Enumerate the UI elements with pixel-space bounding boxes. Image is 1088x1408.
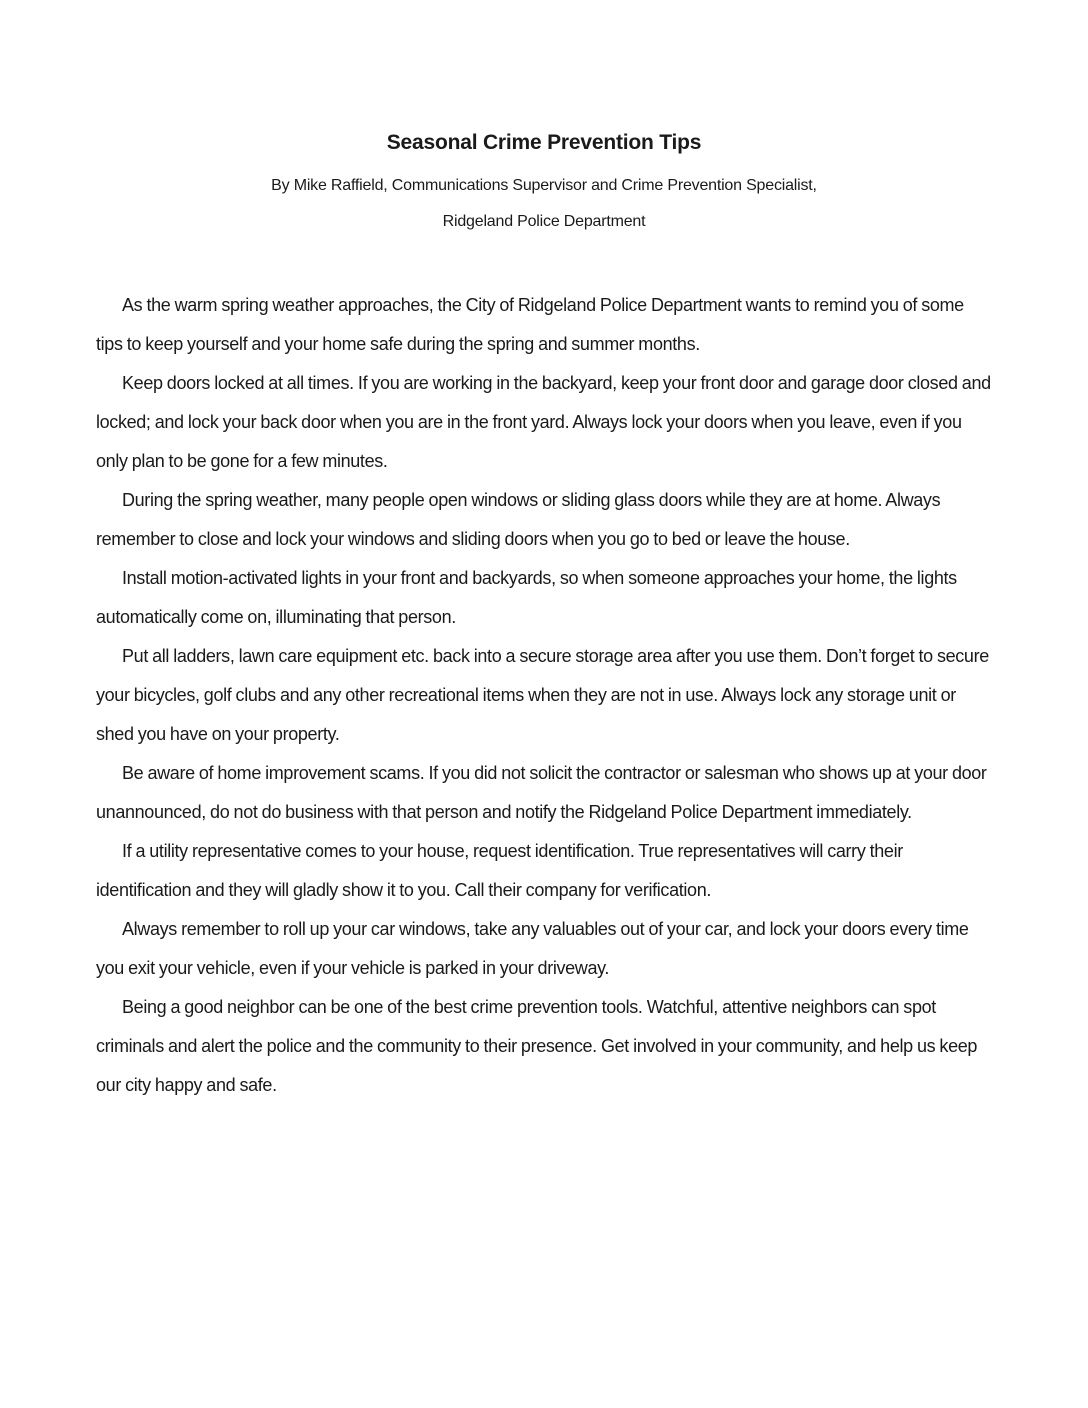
byline-author: By Mike Raffield, Communications Supervisor and Crime Prevention Specialist, [271, 177, 817, 194]
byline-department: Ridgeland Police Department [442, 213, 646, 230]
paragraph-windows: During the spring weather, many people open windows or sliding glass doors while they are at home. Always remember to close and lock your windows and sliding doors when you go to bed or leave the house. [96, 490, 941, 549]
paragraph-motion-lights: Install motion-activated lights in your front and backyards, so when someone approaches your home, the lights automatically come on, illuminating that person. [96, 568, 957, 627]
paragraph-vehicle: Always remember to roll up your car windows, take any valuables out of your car, and lock your doors every time you exit your vehicle, even if your vehicle is parked in your driveway. [96, 919, 969, 978]
paragraph-intro: As the warm spring weather approaches, the City of Ridgeland Police Department wants to remind you of some tips to keep yourself and your home safe during the spring and summer months. [96, 295, 964, 354]
paragraph-neighbor: Being a good neighbor can be one of the best crime prevention tools. Watchful, attentive neighbors can spot criminals and alert the police and the community to their presence. Get involved in your community, and help us keep our city happy and safe. [96, 997, 978, 1095]
paragraph-lock-doors: Keep doors locked at all times. If you are working in the backyard, keep your front door and garage door closed and locked; and lock your back door when you are in the front yard. Always lock your doors when you leave, even if you only plan to be gone for a few minutes. [96, 373, 991, 471]
paragraph-utility: If a utility representative comes to your house, request identification. True representatives will carry their identification and they will gladly show it to you. Call their company for verification. [96, 841, 903, 900]
document-body [96, 286, 992, 1105]
paragraph-scams: Be aware of home improvement scams. If you did not solicit the contractor or salesman who shows up at your door unannounced, do not do business with that person and notify the Ridgeland Police Department immediately. [96, 763, 987, 822]
paragraph-storage: Put all ladders, lawn care equipment etc. back into a secure storage area after you use them. Don’t forget to secure your bicycles, golf clubs and any other recreational items when they are not in use. Always lock any storage unit or shed you have on your property. [96, 646, 989, 744]
document-title: Seasonal Crime Prevention Tips [386, 131, 702, 154]
